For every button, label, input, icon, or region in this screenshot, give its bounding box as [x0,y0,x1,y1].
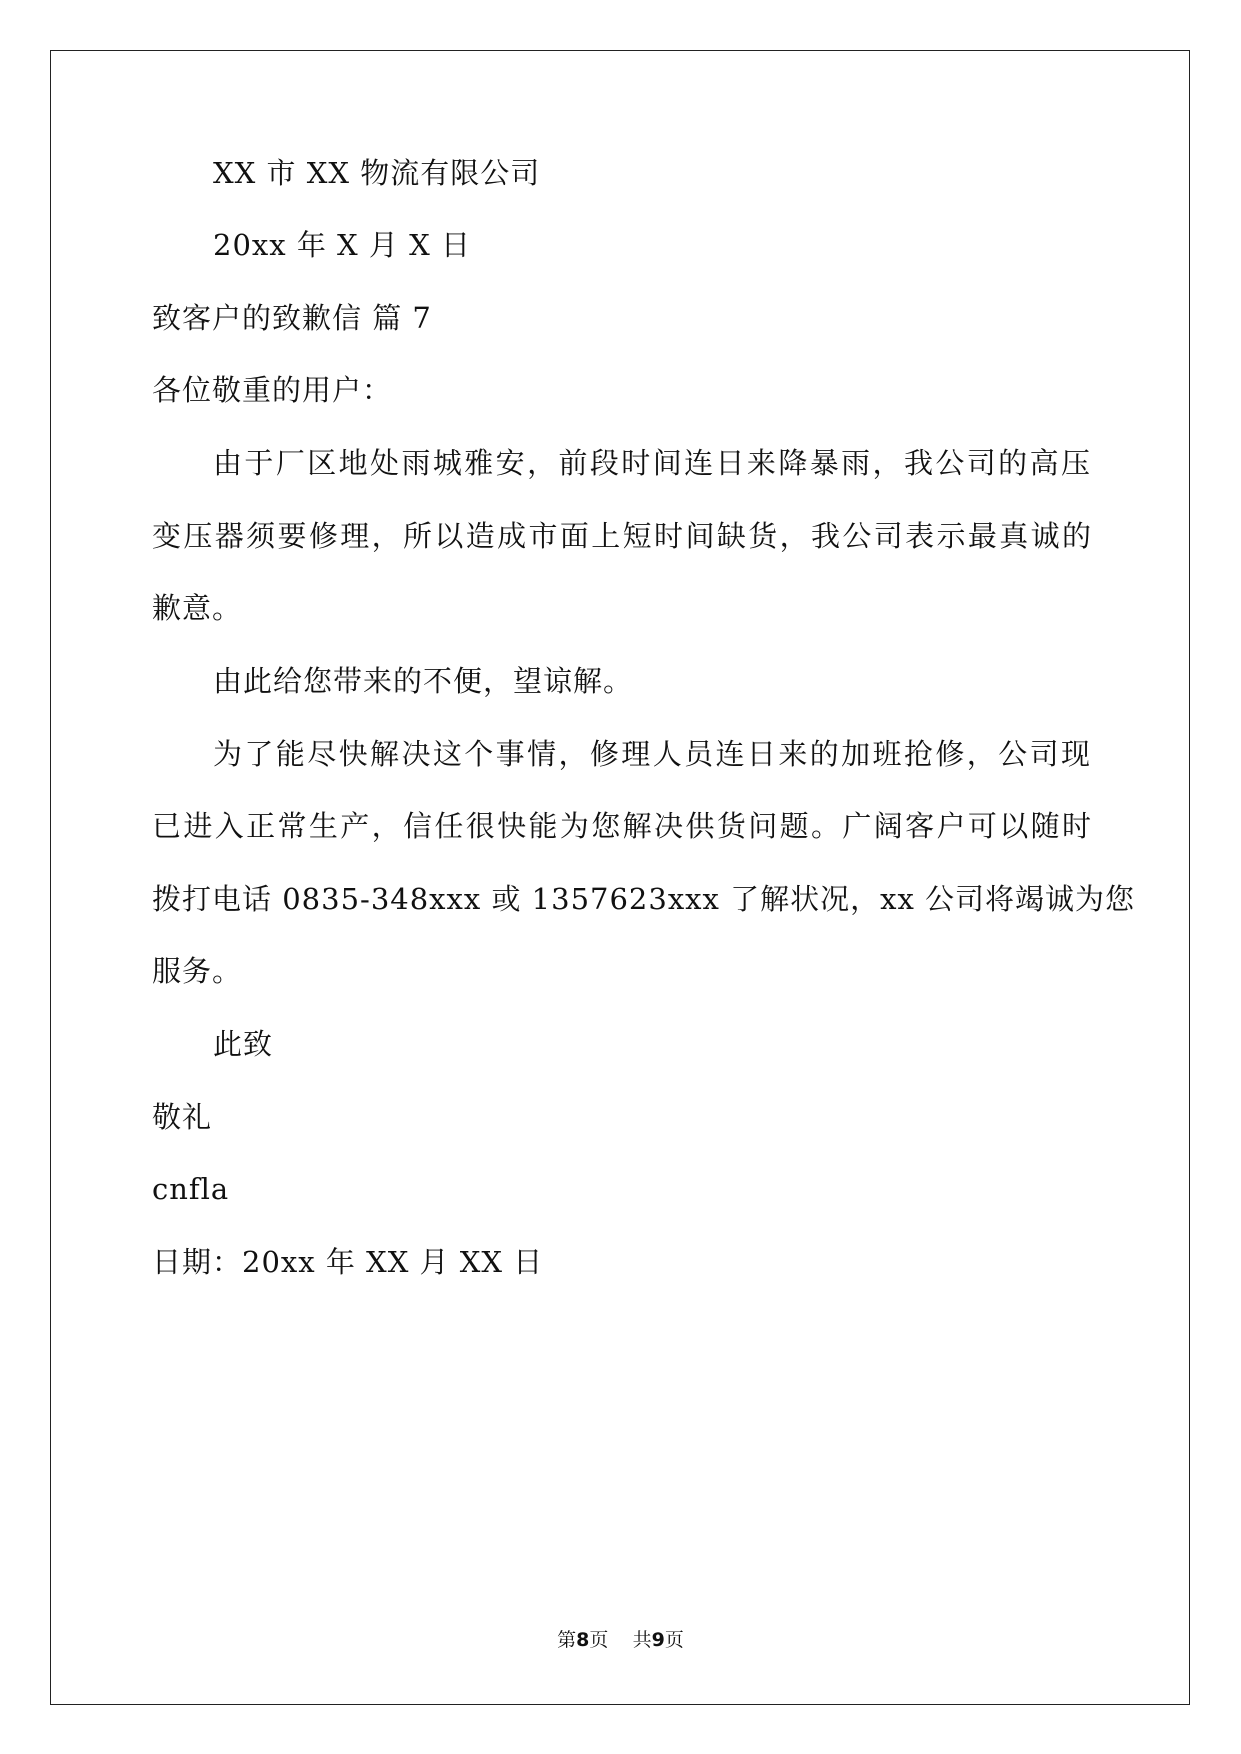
paragraph2: 由此给您带来的不便，望谅解。 [213,664,634,698]
footer-total-pages: 9 [651,1629,665,1651]
page-border [50,50,1190,1705]
paragraph1-line2: 变压器须要修理，所以造成市面上短时间缺货，我公司表示最真诚的 [152,519,1092,553]
footer-suffix: 页 [664,1629,684,1651]
closing-jingli: 敬礼 [152,1100,213,1134]
paragraph3-line2: 已进入正常生产，信任很快能为您解决供货问题。广阔客户可以随时 [152,809,1092,843]
signature: cnfla [152,1172,230,1206]
page-footer [0,1628,1241,1652]
closing-cizhi: 此致 [213,1027,274,1061]
paragraph3-line4: 服务。 [152,954,243,988]
paragraph1-line1: 由于厂区地处雨城雅安，前段时间连日来降暴雨，我公司的高压 [213,446,1091,480]
footer-prefix: 第 [557,1629,577,1651]
footer-middle: 页 共 [589,1629,652,1651]
paragraph1-line3: 歉意。 [152,591,243,625]
paragraph3-line3: 拨打电话 0835-348xxx 或 1357623xxx 了解状况，xx 公司将竭诚为您 [152,882,1136,916]
salutation: 各位敬重的用户： [152,373,393,407]
date-line: 日期：20xx 年 XX 月 XX 日 [152,1245,544,1279]
paragraph3-line1: 为了能尽快解决这个事情，修理人员连日来的加班抢修，公司现 [213,737,1091,771]
footer-current-page: 8 [576,1629,590,1651]
sender-date: 20xx 年 X 月 X 日 [213,228,471,262]
sender-company: XX 市 XX 物流有限公司 [213,156,541,190]
section-title: 致客户的致歉信 篇 7 [152,301,432,335]
